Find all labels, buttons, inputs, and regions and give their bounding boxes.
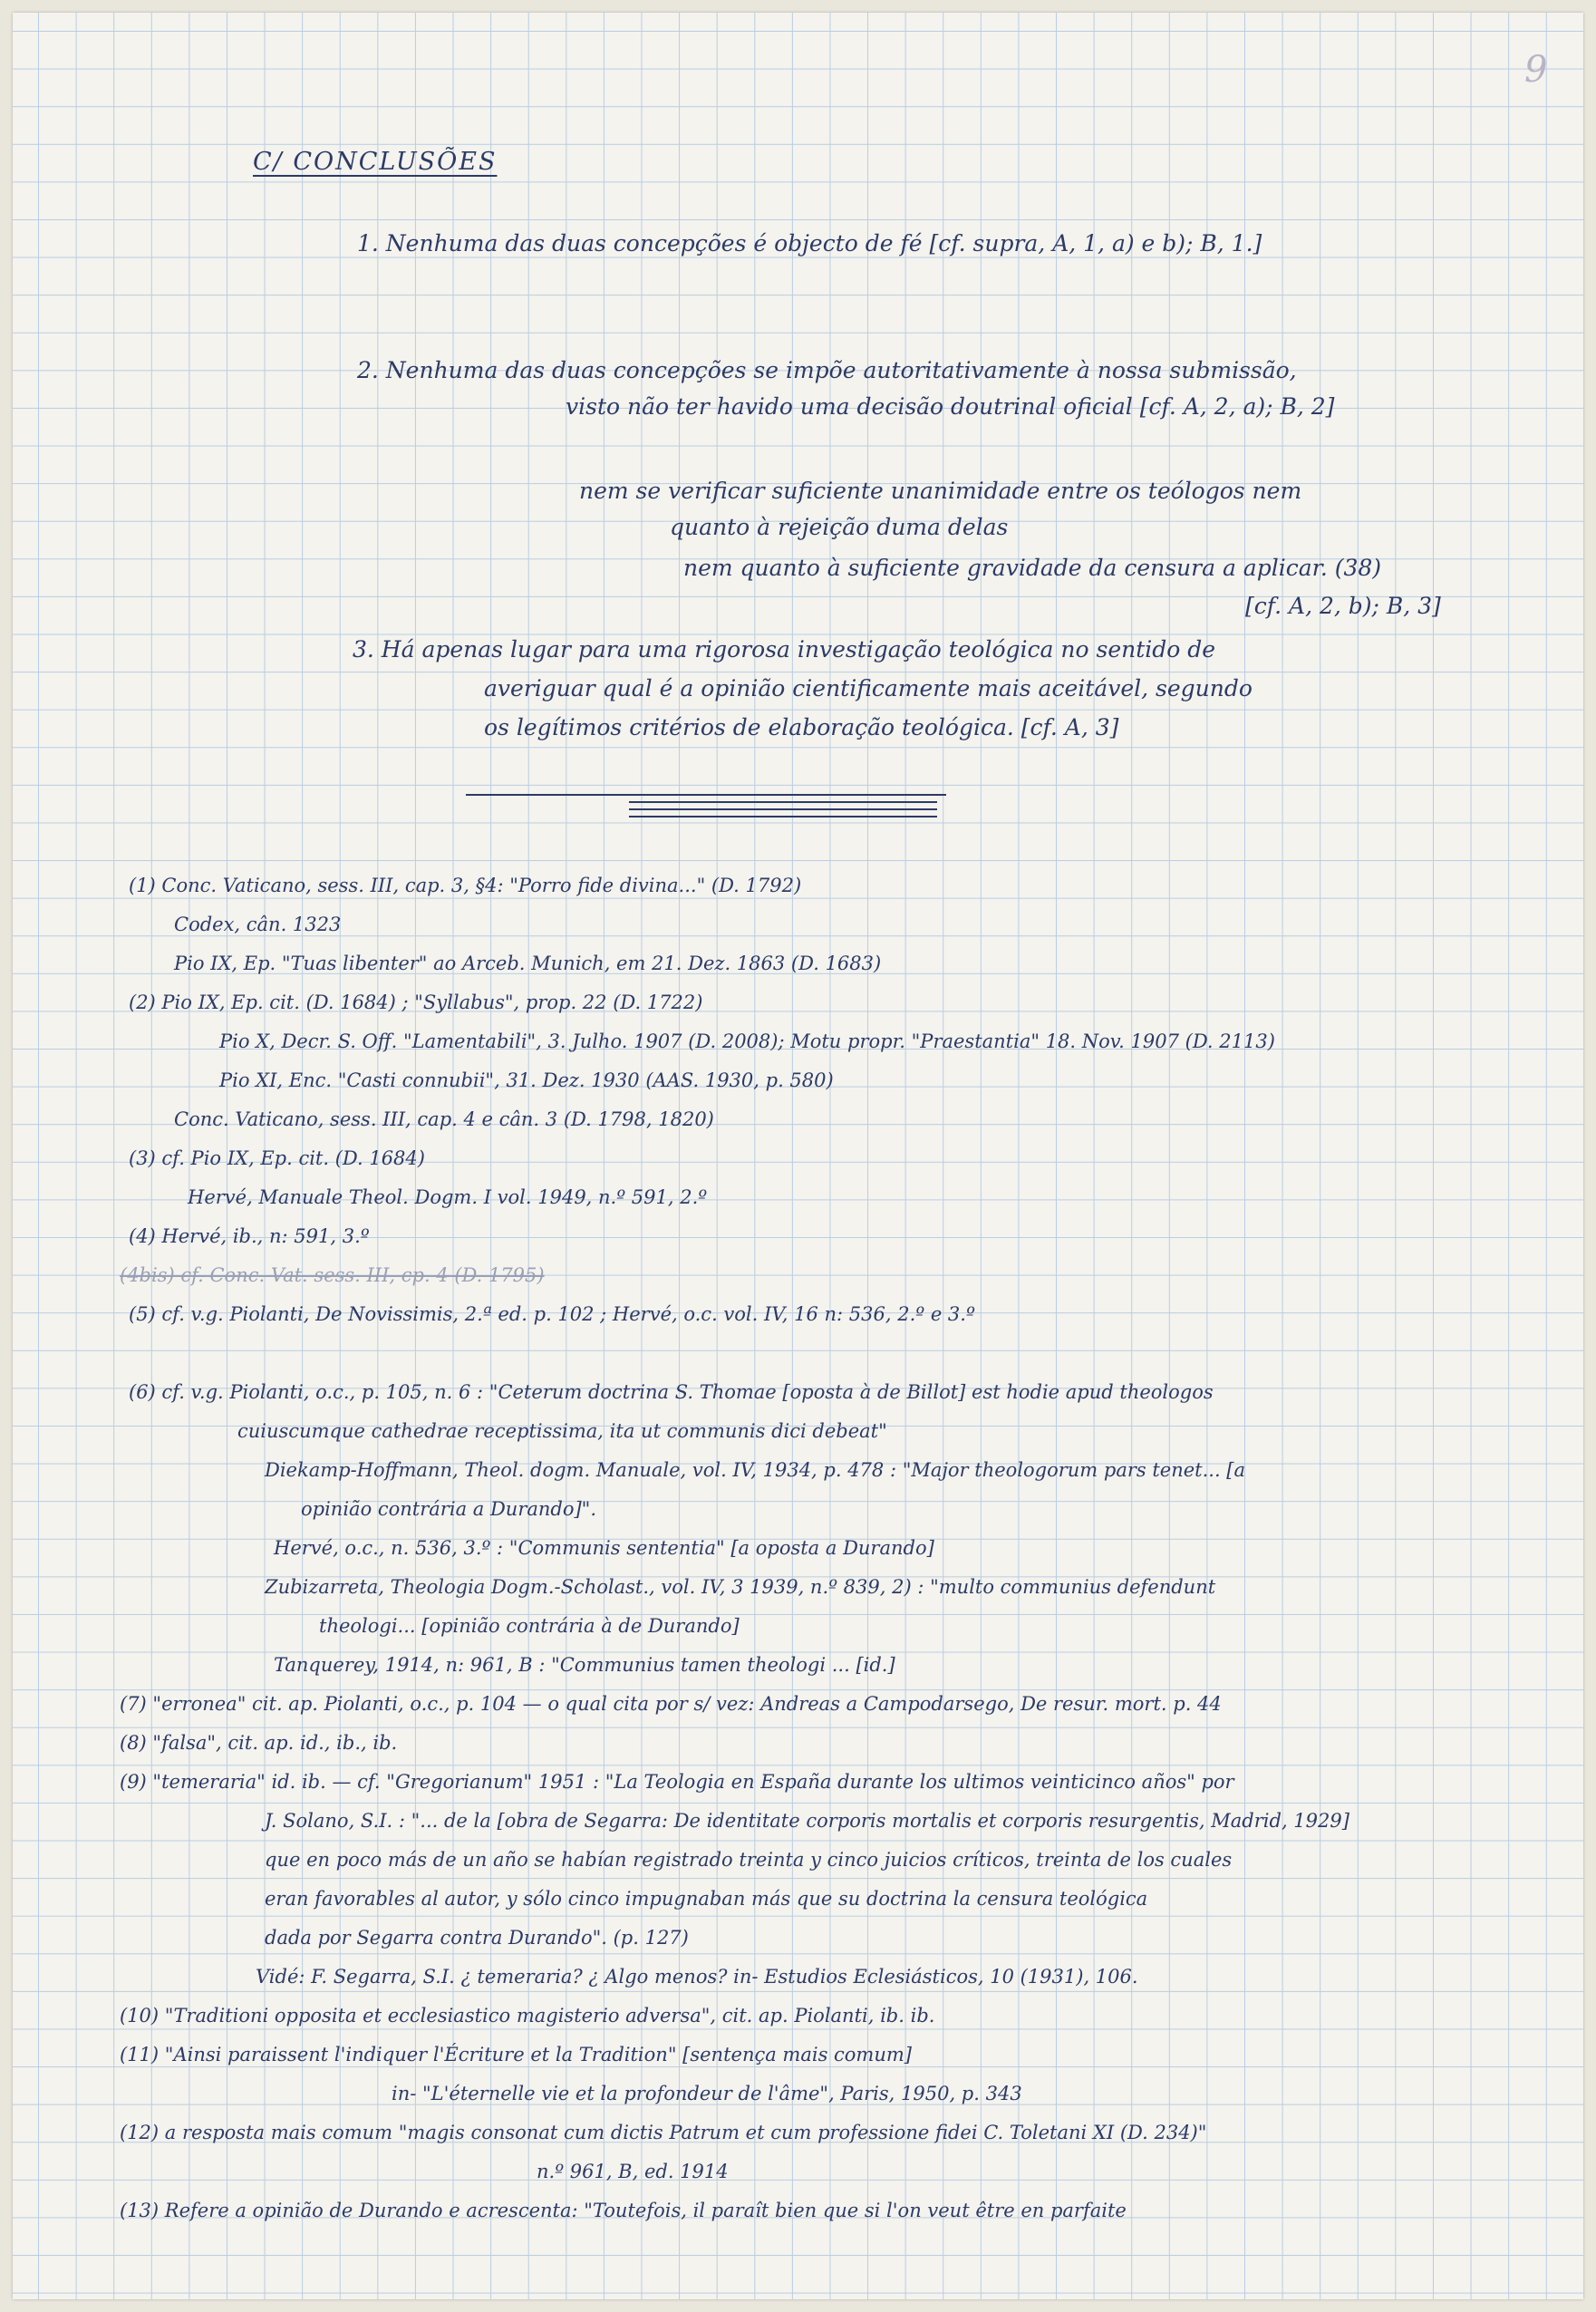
section-title: C/ CONCLUSÕES	[253, 148, 498, 176]
footnote-line-struck: (4bis) cf. Conc. Vat. sess. III, cp. 4 (D. 1795)	[120, 1264, 545, 1286]
page-number: 9	[1524, 49, 1548, 91]
footnote-line: J. Solano, S.I. : "... de la [obra de Segarra: De identitate corporis mortalis et corporis resurgentis, Madrid, 1929]	[265, 1810, 1349, 1832]
footnote-line: (11) "Ainsi paraissent l'indiquer l'Écriture et la Tradition" [sentença mais comum]	[120, 2044, 912, 2065]
footnote-line: Codex, cân. 1323	[174, 914, 342, 935]
footnote-line: Tanquerey, 1914, n: 961, B : "Communius tamen theologi ... [id.]	[274, 1654, 895, 1676]
conclusion-2-line-4: quanto à rejeição duma delas	[670, 514, 1009, 540]
notebook-page	[13, 13, 1583, 2299]
separator-line	[629, 801, 937, 803]
footnote-line: (9) "temeraria" id. ib. — cf. "Gregorianum" 1951 : "La Teologia en España durante los ultimos veinticinco años" por	[120, 1771, 1234, 1793]
footnote-line: (7) "erronea" cit. ap. Piolanti, o.c., p. 104 — o qual cita por s/ vez: Andreas a Campodarsego, De resur. mort. p. 44	[120, 1693, 1222, 1715]
conclusion-2: 2. Nenhuma das duas concepções se impõe autoritativamente à nossa submissão,	[357, 357, 1297, 383]
footnote-line: (12) a resposta mais comum "magis consonat cum dictis Patrum et cum professione fidei C. Toletani XI (D. 234)"	[120, 2122, 1207, 2143]
separator-line	[466, 794, 946, 796]
footnote-line: Vidé: F. Segarra, S.I. ¿ temeraria? ¿ Algo menos? in- Estudios Eclesiásticos, 10 (1931), 106.	[256, 1966, 1138, 1988]
footnote-line: eran favorables al autor, y sólo cinco impugnaban más que su doctrina la censura teológica	[265, 1888, 1148, 1910]
footnote-line: que en poco más de un año se habían registrado treinta y cinco juicios críticos, treinta de los cuales	[265, 1849, 1233, 1871]
footnote-line: Hervé, o.c., n. 536, 3.º : "Communis sententia" [a oposta a Durando]	[274, 1537, 934, 1559]
footnote-line: cuiuscumque cathedrae receptissima, ita ut communis dici debeat"	[237, 1420, 887, 1442]
footnote-line: (6) cf. v.g. Piolanti, o.c., p. 105, n. 6 : "Ceterum doctrina S. Thomae [oposta à de Billot] est hodie apud theologos	[129, 1381, 1214, 1403]
footnote-line: Diekamp-Hoffmann, Theol. dogm. Manuale, vol. IV, 1934, p. 478 : "Major theologorum pars tenet... [a	[265, 1459, 1246, 1481]
conclusion-2-line-6: [cf. A, 2, b); B, 3]	[1245, 593, 1441, 619]
footnote-line: (4) Hervé, ib., n: 591, 3.º	[129, 1225, 370, 1247]
footnote-line: (8) "falsa", cit. ap. id., ib., ib.	[120, 1732, 398, 1754]
footnote-line: (2) Pio IX, Ep. cit. (D. 1684) ; "Syllabus", prop. 22 (D. 1722)	[129, 992, 703, 1013]
footnote-line: (5) cf. v.g. Piolanti, De Novissimis, 2.ª ed. p. 102 ; Hervé, o.c. vol. IV, 16 n: 536, 2.º e 3.º	[129, 1303, 975, 1325]
footnote-line: in- "L'éternelle vie et la profondeur de l'âme", Paris, 1950, p. 343	[392, 2083, 1022, 2104]
separator-line	[629, 816, 937, 817]
footnote-line: Pio X, Decr. S. Off. "Lamentabili", 3. Julho. 1907 (D. 2008); Motu propr. "Praestantia" 18. Nov. 1907 (D. 2113)	[219, 1030, 1275, 1052]
footnote-line: Zubizarreta, Theologia Dogm.-Scholast., vol. IV, 3 1939, n.º 839, 2) : "multo communius defendunt	[265, 1576, 1216, 1598]
footnote-line: Hervé, Manuale Theol. Dogm. I vol. 1949, n.º 591, 2.º	[188, 1186, 708, 1208]
conclusion-2-line-2: visto não ter havido uma decisão doutrinal oficial [cf. A, 2, a); B, 2]	[566, 393, 1335, 420]
footnote-line: dada por Segarra contra Durando". (p. 127)	[265, 1927, 689, 1949]
conclusion-2-line-3: nem se verificar suficiente unanimidade entre os teólogos nem	[579, 478, 1302, 504]
footnote-line: (13) Refere a opinião de Durando e acrescenta: "Toutefois, il paraît bien que si l'on veut être en parfaite	[120, 2200, 1127, 2221]
footnote-line: n.º 961, B, ed. 1914	[537, 2161, 729, 2182]
footnote-line: opinião contrária a Durando]".	[301, 1498, 597, 1520]
footnote-line: Pio IX, Ep. "Tuas libenter" ao Arceb. Munich, em 21. Dez. 1863 (D. 1683)	[174, 953, 882, 974]
footnote-line: Pio XI, Enc. "Casti connubii", 31. Dez. 1930 (AAS. 1930, p. 580)	[219, 1069, 834, 1091]
footnote-line: Conc. Vaticano, sess. III, cap. 4 e cân. 3 (D. 1798, 1820)	[174, 1108, 714, 1130]
footnote-line: (10) "Traditioni opposita et ecclesiastico magisterio adversa", cit. ap. Piolanti, ib. ib.	[120, 2005, 935, 2027]
footnote-line: (3) cf. Pio IX, Ep. cit. (D. 1684)	[129, 1147, 425, 1169]
conclusion-1: 1. Nenhuma das duas concepções é objecto de fé [cf. supra, A, 1, a) e b); B, 1.]	[357, 230, 1262, 256]
conclusion-3: 3. Há apenas lugar para uma rigorosa investigação teológica no sentido de	[353, 636, 1216, 663]
footnote-line: (1) Conc. Vaticano, sess. III, cap. 3, §4: "Porro fide divina..." (D. 1792)	[129, 875, 802, 896]
footnote-line: theologi... [opinião contrária à de Durando]	[319, 1615, 740, 1637]
separator-line	[629, 808, 937, 810]
conclusion-3-line-3: os legítimos critérios de elaboração teológica. [cf. A, 3]	[484, 714, 1119, 740]
conclusion-3-line-2: averiguar qual é a opinião cientificamente mais aceitável, segundo	[484, 675, 1253, 701]
conclusion-2-line-5: nem quanto à suficiente gravidade da censura a aplicar. (38)	[683, 555, 1382, 581]
